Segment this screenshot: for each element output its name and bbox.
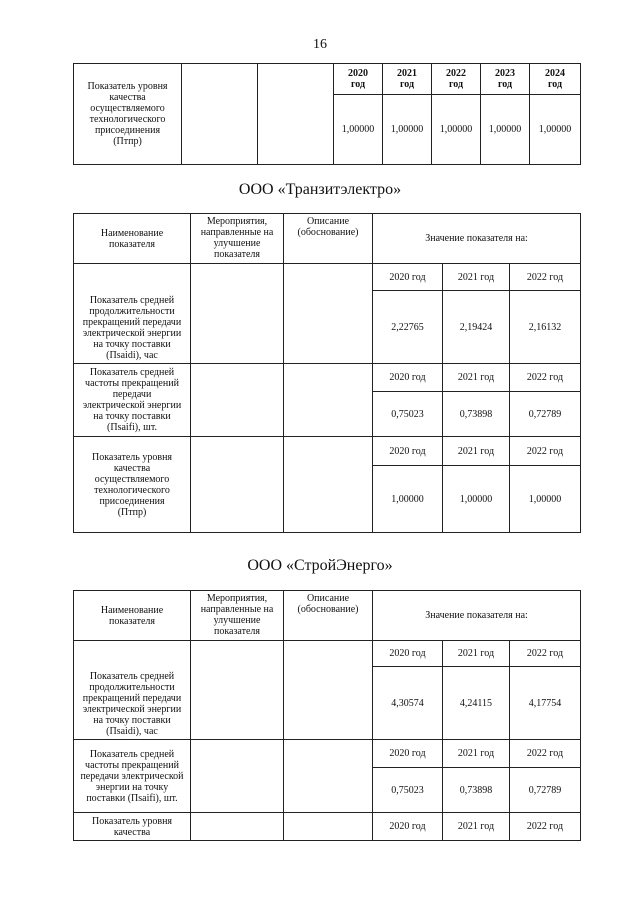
indicator-name-cell: Показатель уровня качества <box>74 813 191 841</box>
year-header: 2020 год <box>373 364 443 392</box>
year-header: 2021 год <box>443 813 510 841</box>
header-name: Наименование показателя <box>74 591 191 641</box>
indicator-name-cell: Показатель средней частоты прекращений передачи электрической энергии на точку поставки (Пsaifi), шт. <box>74 364 191 437</box>
value-cell: 2,19424 <box>443 291 510 364</box>
value-cell: 0,73898 <box>443 768 510 813</box>
indicator-name-cell: Показатель уровня качества осуществляемого технологического присоединения (Птпр) <box>74 64 182 165</box>
header-description: Описание (обоснование) <box>284 591 373 641</box>
header-name: Наименование показателя <box>74 214 191 264</box>
measures-cell <box>191 740 284 813</box>
year-header: 2021 год <box>443 641 510 667</box>
year-header: 2020 год <box>373 437 443 466</box>
measures-cell <box>191 641 284 740</box>
year-header: 2020 год <box>373 264 443 291</box>
section-title: ООО «СтройЭнерго» <box>247 557 393 574</box>
year-header: 2022 год <box>510 264 581 291</box>
value-cell: 1,00000 <box>481 95 530 165</box>
year-header: 2021 год <box>443 740 510 768</box>
year-header: 2020 год <box>334 64 383 95</box>
value-cell: 2,22765 <box>373 291 443 364</box>
indicator-name-cell: Показатель средней частоты прекращений передачи электрической энергии на точку поставки (Пsaifi), шт. <box>74 740 191 813</box>
header-measures: Мероприятия, направленные на улучшение показателя <box>191 214 284 264</box>
year-header: 2021 год <box>383 64 432 95</box>
year-header: 2021 год <box>443 264 510 291</box>
indicator-name-cell: Показатель уровня качества осуществляемого технологического присоединения (Птпр) <box>74 437 191 533</box>
description-cell <box>284 813 373 841</box>
year-header: 2021 год <box>443 364 510 392</box>
year-header: 2022 год <box>510 364 581 392</box>
value-cell: 4,24115 <box>443 667 510 740</box>
section-title: ООО «Транзитэлектро» <box>238 181 402 198</box>
description-cell <box>284 264 373 364</box>
description-cell <box>258 64 334 165</box>
measures-cell <box>191 813 284 841</box>
year-header: 2024 год <box>530 64 581 95</box>
value-cell: 0,73898 <box>443 392 510 437</box>
year-header: 2020 год <box>373 740 443 768</box>
description-cell <box>284 740 373 813</box>
value-cell: 1,00000 <box>432 95 481 165</box>
value-cell: 1,00000 <box>510 466 581 533</box>
value-cell: 0,75023 <box>373 392 443 437</box>
indicator-table <box>73 213 581 533</box>
header-measures: Мероприятия, направленные на улучшение показателя <box>191 591 284 641</box>
measures-cell <box>191 364 284 437</box>
year-header: 2022 год <box>510 641 581 667</box>
value-cell: 2,16132 <box>510 291 581 364</box>
measures-cell <box>191 264 284 364</box>
year-header: 2023 год <box>481 64 530 95</box>
year-header: 2020 год <box>373 813 443 841</box>
value-cell: 1,00000 <box>373 466 443 533</box>
measures-cell <box>182 64 258 165</box>
description-cell <box>284 437 373 533</box>
value-cell: 0,75023 <box>373 768 443 813</box>
value-cell: 0,72789 <box>510 768 581 813</box>
value-cell: 4,17754 <box>510 667 581 740</box>
year-header: 2022 год <box>432 64 481 95</box>
value-cell: 1,00000 <box>334 95 383 165</box>
description-cell <box>284 364 373 437</box>
header-value: Значение показателя на: <box>373 591 581 641</box>
indicator-table <box>73 590 581 841</box>
description-cell <box>284 641 373 740</box>
year-header: 2022 год <box>510 740 581 768</box>
value-cell: 4,30574 <box>373 667 443 740</box>
header-value: Значение показателя на: <box>373 214 581 264</box>
indicator-name-cell: Показатель средней продолжительности прекращений передачи электрической энергии на точку поставки (Пsaidi), час <box>74 264 191 364</box>
value-cell: 1,00000 <box>530 95 581 165</box>
value-cell: 1,00000 <box>383 95 432 165</box>
indicator-name-cell: Показатель средней продолжительности прекращений передачи электрической энергии на точку поставки (Пsaidi), час <box>74 641 191 740</box>
value-cell: 0,72789 <box>510 392 581 437</box>
year-header: 2021 год <box>443 437 510 466</box>
header-description: Описание (обоснование) <box>284 214 373 264</box>
value-cell: 1,00000 <box>443 466 510 533</box>
table-continuation <box>73 63 581 165</box>
measures-cell <box>191 437 284 533</box>
page-number: 16 <box>313 37 327 52</box>
year-header: 2022 год <box>510 813 581 841</box>
year-header: 2020 год <box>373 641 443 667</box>
year-header: 2022 год <box>510 437 581 466</box>
